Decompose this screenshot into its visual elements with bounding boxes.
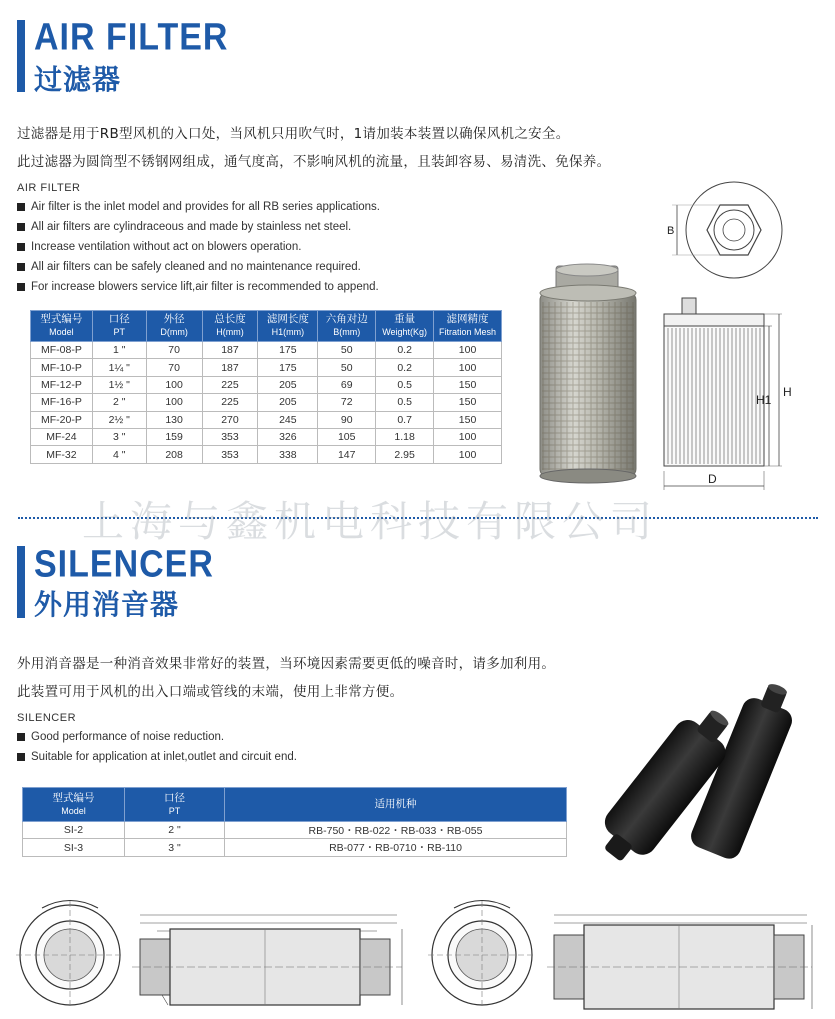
air-filter-product-photo bbox=[528, 262, 648, 487]
column-header: 适用机种 bbox=[225, 788, 567, 822]
table-cell: 150 bbox=[434, 394, 502, 411]
table-cell: 150 bbox=[434, 376, 502, 393]
column-header: 总长度 H(mm) bbox=[202, 311, 258, 342]
table-cell: SI-2 bbox=[23, 822, 125, 839]
table-cell: 338 bbox=[258, 446, 318, 463]
table-cell: 0.5 bbox=[376, 376, 434, 393]
column-header: 口径 PT bbox=[92, 311, 146, 342]
air-filter-dimension-diagram bbox=[652, 178, 822, 493]
square-bullet-icon bbox=[17, 223, 25, 231]
table-cell: SI-3 bbox=[23, 839, 125, 856]
silencer-product-photo bbox=[596, 678, 806, 878]
silencer-intro-line-1: 外用消音器是一种消音效果非常好的装置，当环境因素需要更低的噪音时，请多加利用。 bbox=[17, 656, 556, 672]
table-cell: 2 " bbox=[92, 394, 146, 411]
table-cell: 3 " bbox=[92, 428, 146, 445]
list-item: Suitable for application at inlet,outlet and circuit end. bbox=[17, 747, 297, 767]
table-cell: 270 bbox=[202, 411, 258, 428]
table-row bbox=[31, 394, 502, 411]
column-header: 口径 PT bbox=[125, 788, 225, 822]
table-cell: 130 bbox=[146, 411, 202, 428]
list-item: All air filters can be safely cleaned and no maintenance required. bbox=[17, 257, 380, 277]
table-row bbox=[31, 342, 502, 359]
silencer-spec-table bbox=[22, 787, 567, 857]
table-cell: MF-12-P bbox=[31, 376, 93, 393]
list-item: Increase ventilation without act on blowers operation. bbox=[17, 237, 380, 257]
table-cell: MF-32 bbox=[31, 446, 93, 463]
table-cell: 0.2 bbox=[376, 359, 434, 376]
list-item: Air filter is the inlet model and provides for all RB series applications. bbox=[17, 197, 380, 217]
table-cell: 72 bbox=[318, 394, 376, 411]
table-cell: 159 bbox=[146, 428, 202, 445]
table-cell: 100 bbox=[434, 446, 502, 463]
silencer-title-en: SILENCER bbox=[34, 543, 214, 586]
table-cell: 50 bbox=[318, 359, 376, 376]
table-cell: 4 " bbox=[92, 446, 146, 463]
table-cell: 1½ " bbox=[92, 376, 146, 393]
table-header-row bbox=[31, 311, 502, 342]
table-cell: 205 bbox=[258, 376, 318, 393]
table-cell: 187 bbox=[202, 359, 258, 376]
column-header: 型式编号 Model bbox=[23, 788, 125, 822]
square-bullet-icon bbox=[17, 753, 25, 761]
air-filter-bullet-list bbox=[17, 197, 380, 297]
table-cell: MF-10-P bbox=[31, 359, 93, 376]
table-row bbox=[31, 446, 502, 463]
table-cell: 208 bbox=[146, 446, 202, 463]
air-filter-title-cn: 过滤器 bbox=[34, 63, 122, 96]
section-accent-bar bbox=[17, 546, 25, 618]
list-item: All air filters are cylindraceous and made by stainless net steel. bbox=[17, 217, 380, 237]
column-header: 滤网精度 Fitration Mesh bbox=[434, 311, 502, 342]
dimension-label-b: B bbox=[667, 225, 675, 237]
dimension-label-h: H bbox=[783, 385, 792, 399]
table-cell: RB-077・RB-0710・RB-110 bbox=[225, 839, 567, 856]
table-cell: 100 bbox=[146, 394, 202, 411]
table-cell: MF-20-P bbox=[31, 411, 93, 428]
air-filter-sub-heading: AIR FILTER bbox=[17, 182, 81, 194]
silencer-side-view-left bbox=[132, 915, 402, 1005]
silencer-side-view-right bbox=[547, 915, 812, 1009]
table-cell: 2½ " bbox=[92, 411, 146, 428]
silencer-dimension-drawings bbox=[12, 893, 827, 1013]
square-bullet-icon bbox=[17, 283, 25, 291]
table-cell: 175 bbox=[258, 359, 318, 376]
table-cell: 150 bbox=[434, 411, 502, 428]
table-cell: 0.2 bbox=[376, 342, 434, 359]
table-row bbox=[31, 428, 502, 445]
table-cell: 90 bbox=[318, 411, 376, 428]
table-cell: 353 bbox=[202, 446, 258, 463]
table-cell: 187 bbox=[202, 342, 258, 359]
table-row bbox=[31, 411, 502, 428]
table-row bbox=[31, 359, 502, 376]
hex-outline-shape bbox=[707, 205, 761, 255]
table-cell: 147 bbox=[318, 446, 376, 463]
table-cell: MF-16-P bbox=[31, 394, 93, 411]
column-header: 重量 Weight(Kg) bbox=[376, 311, 434, 342]
table-cell: 1.18 bbox=[376, 428, 434, 445]
table-cell: 0.5 bbox=[376, 394, 434, 411]
silencer-sub-heading: SILENCER bbox=[17, 712, 77, 724]
table-row bbox=[23, 822, 567, 839]
column-header: 滤网长度 H1(mm) bbox=[258, 311, 318, 342]
table-header-row bbox=[23, 788, 567, 822]
square-bullet-icon bbox=[17, 263, 25, 271]
list-item: Good performance of noise reduction. bbox=[17, 727, 297, 747]
table-row bbox=[23, 839, 567, 856]
column-header: 六角对边 B(mm) bbox=[318, 311, 376, 342]
table-cell: 175 bbox=[258, 342, 318, 359]
table-cell: 2.95 bbox=[376, 446, 434, 463]
air-filter-title-en: AIR FILTER bbox=[34, 16, 229, 59]
section-accent-bar bbox=[17, 20, 25, 92]
table-cell: 100 bbox=[434, 359, 502, 376]
dimension-label-h1: H1 bbox=[756, 393, 772, 407]
table-cell: 1¼ " bbox=[92, 359, 146, 376]
table-cell: 3 " bbox=[125, 839, 225, 856]
table-cell: RB-750・RB-022・RB-033・RB-055 bbox=[225, 822, 567, 839]
air-filter-intro-line-2: 此过滤器为圆筒型不锈钢网组成，通气度高，不影响风机的流量，且装卸容易、易清洗、免保养。 bbox=[17, 154, 611, 170]
table-cell: 70 bbox=[146, 342, 202, 359]
table-cell: MF-24 bbox=[31, 428, 93, 445]
column-header: 外径 D(mm) bbox=[146, 311, 202, 342]
silencer-end-view-left bbox=[16, 901, 124, 1010]
silencer-bullet-list bbox=[17, 727, 297, 767]
table-cell: 245 bbox=[258, 411, 318, 428]
square-bullet-icon bbox=[17, 733, 25, 741]
square-bullet-icon bbox=[17, 243, 25, 251]
table-cell: 69 bbox=[318, 376, 376, 393]
table-cell: 100 bbox=[434, 428, 502, 445]
table-cell: 225 bbox=[202, 394, 258, 411]
table-cell: 205 bbox=[258, 394, 318, 411]
table-cell: 100 bbox=[434, 342, 502, 359]
table-cell: 1 " bbox=[92, 342, 146, 359]
table-cell: 2 " bbox=[125, 822, 225, 839]
company-watermark: 上海与鑫机电科技有限公司 bbox=[82, 497, 659, 546]
air-filter-intro-line-1: 过滤器是用于RB型风机的入口处，当风机只用吹气时，1请加装本装置以确保风机之安全。 bbox=[17, 126, 570, 142]
table-cell: 50 bbox=[318, 342, 376, 359]
table-cell: 100 bbox=[146, 376, 202, 393]
silencer-end-view-right bbox=[428, 901, 536, 1010]
silencer-intro-line-2: 此装置可用于风机的出入口端或管线的末端，使用上非常方便。 bbox=[17, 684, 404, 700]
table-cell: 70 bbox=[146, 359, 202, 376]
table-cell: MF-08-P bbox=[31, 342, 93, 359]
dimension-label-d: D bbox=[708, 472, 717, 486]
table-cell: 225 bbox=[202, 376, 258, 393]
table-cell: 326 bbox=[258, 428, 318, 445]
silencer-title-cn: 外用消音器 bbox=[34, 588, 180, 621]
table-row bbox=[31, 376, 502, 393]
list-item: For increase blowers service lift,air filter is recommended to append. bbox=[17, 277, 380, 297]
column-header: 型式编号 Model bbox=[31, 311, 93, 342]
air-filter-spec-table bbox=[30, 310, 502, 464]
table-cell: 353 bbox=[202, 428, 258, 445]
square-bullet-icon bbox=[17, 203, 25, 211]
table-cell: 0.7 bbox=[376, 411, 434, 428]
table-cell: 105 bbox=[318, 428, 376, 445]
